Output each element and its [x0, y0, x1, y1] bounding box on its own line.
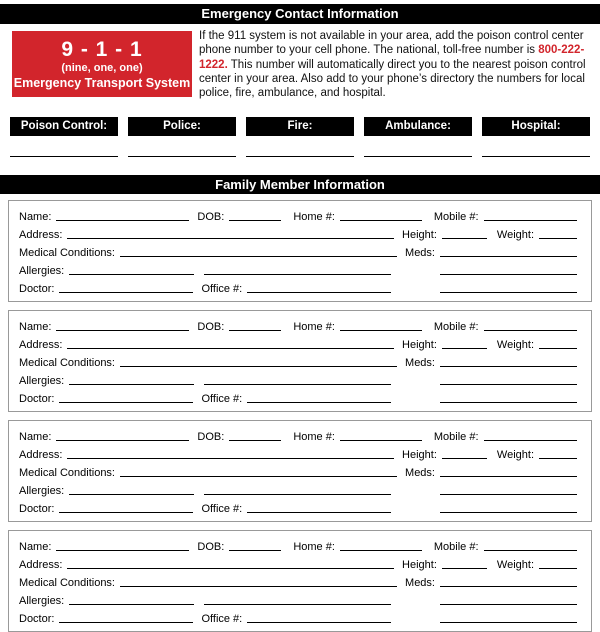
- height-label: Height:: [402, 449, 437, 462]
- emergency-intro-section: [12, 31, 590, 100]
- doctor-label: Doctor:: [19, 613, 55, 626]
- doctor-blank-line: [59, 511, 193, 513]
- medical-conditions-blank-line: [120, 255, 397, 257]
- family-row-address: [19, 554, 577, 572]
- address-blank-line: [67, 237, 394, 239]
- home-phone-label: Home #:: [293, 321, 335, 334]
- meds-continued-blank-line-2: [440, 621, 577, 623]
- name-label: Name:: [19, 321, 52, 334]
- weight-label: Weight:: [496, 339, 534, 352]
- meds-continued-blank-line-1: [440, 603, 577, 605]
- family-row-medical: [19, 352, 577, 370]
- nine-one-one-badge: [12, 31, 192, 97]
- family-row-name: [19, 426, 577, 444]
- height-label: Height:: [402, 339, 437, 352]
- note-text-before: If the 911 system is not available in your area, add the poison control center phone number to your cell phone. The national, toll-free number is: [199, 30, 584, 57]
- meds-continued-blank-line-2: [440, 401, 577, 403]
- home-phone-blank-line: [340, 329, 422, 331]
- address-blank-line: [67, 347, 394, 349]
- office-phone-blank-line: [247, 621, 391, 623]
- office-phone-blank-line: [247, 511, 391, 513]
- name-label: Name:: [19, 431, 52, 444]
- family-row-doctor: [19, 278, 577, 296]
- meds-blank-line: [440, 585, 577, 587]
- nine-one-one-number: 9 - 1 - 1: [61, 37, 143, 61]
- name-label: Name:: [19, 211, 52, 224]
- doctor-label: Doctor:: [19, 283, 55, 296]
- weight-blank-line: [539, 237, 577, 239]
- weight-label: Weight:: [496, 449, 534, 462]
- height-blank-line: [442, 237, 487, 239]
- mobile-phone-label: Mobile #:: [433, 431, 479, 444]
- contact-blank-line-hospital: [482, 155, 590, 157]
- family-header-title: Family Member Information: [215, 177, 385, 193]
- emergency-form-page: [0, 4, 600, 627]
- allergies-continued-blank-line: [204, 273, 391, 275]
- family-row-medical: [19, 242, 577, 260]
- office-phone-label: Office #:: [201, 283, 243, 296]
- contact-label-police: Police:: [128, 117, 236, 136]
- contact-blank-line-ambulance: [364, 155, 472, 157]
- home-phone-label: Home #:: [293, 541, 335, 554]
- office-phone-label: Office #:: [201, 613, 243, 626]
- allergies-continued-blank-line: [204, 493, 391, 495]
- family-row-address: [19, 444, 577, 462]
- weight-blank-line: [539, 567, 577, 569]
- family-row-allergies: [19, 260, 577, 278]
- doctor-blank-line: [59, 401, 193, 403]
- contact-labels-row: [10, 117, 590, 136]
- medical-conditions-label: Medical Conditions:: [19, 357, 115, 370]
- medical-conditions-label: Medical Conditions:: [19, 247, 115, 260]
- family-member-box: [8, 420, 592, 522]
- address-label: Address:: [19, 559, 63, 572]
- home-phone-label: Home #:: [293, 211, 335, 224]
- mobile-phone-blank-line: [484, 329, 577, 331]
- address-label: Address:: [19, 229, 63, 242]
- height-label: Height:: [402, 229, 437, 242]
- dob-blank-line: [229, 439, 281, 441]
- dob-blank-line: [229, 329, 281, 331]
- mobile-phone-blank-line: [484, 219, 577, 221]
- name-label: Name:: [19, 541, 52, 554]
- contact-label-poison-control: Poison Control:: [10, 117, 118, 136]
- family-row-address: [19, 224, 577, 242]
- home-phone-label: Home #:: [293, 431, 335, 444]
- address-label: Address:: [19, 339, 63, 352]
- contact-blank-line-fire: [246, 155, 354, 157]
- nine-one-one-words: (nine, one, one): [61, 61, 143, 74]
- mobile-phone-blank-line: [484, 439, 577, 441]
- dob-label: DOB:: [197, 431, 225, 444]
- mobile-phone-blank-line: [484, 549, 577, 551]
- doctor-label: Doctor:: [19, 503, 55, 516]
- contact-blank-lines-row: [10, 155, 590, 157]
- meds-label: Meds:: [405, 247, 435, 260]
- allergies-label: Allergies:: [19, 485, 65, 498]
- name-blank-line: [56, 549, 189, 551]
- allergies-continued-blank-line: [204, 603, 391, 605]
- note-text-after: This number will automatically direct you to the nearest poison control center in your area. Also add to your phone’s directory the numbers for local police, fire, ambulance, and hospital.: [199, 58, 586, 100]
- meds-continued-blank-line-1: [440, 383, 577, 385]
- medical-conditions-blank-line: [120, 475, 397, 477]
- family-row-name: [19, 316, 577, 334]
- allergies-label: Allergies:: [19, 595, 65, 608]
- office-phone-label: Office #:: [201, 393, 243, 406]
- family-member-box: [8, 200, 592, 302]
- doctor-blank-line: [59, 291, 193, 293]
- emergency-header-bar: [0, 4, 600, 24]
- allergies-blank-line: [69, 273, 194, 275]
- mobile-phone-label: Mobile #:: [433, 211, 479, 224]
- office-phone-blank-line: [247, 291, 391, 293]
- family-row-doctor: [19, 498, 577, 516]
- office-phone-label: Office #:: [201, 503, 243, 516]
- home-phone-blank-line: [340, 549, 422, 551]
- poison-control-note: [199, 29, 590, 100]
- allergies-blank-line: [69, 493, 194, 495]
- office-phone-blank-line: [247, 401, 391, 403]
- dob-blank-line: [229, 219, 281, 221]
- family-row-name: [19, 536, 577, 554]
- contact-label-fire: Fire:: [246, 117, 354, 136]
- medical-conditions-blank-line: [120, 585, 397, 587]
- mobile-phone-label: Mobile #:: [433, 541, 479, 554]
- allergies-blank-line: [69, 383, 194, 385]
- family-row-medical: [19, 572, 577, 590]
- family-row-name: [19, 206, 577, 224]
- medical-conditions-label: Medical Conditions:: [19, 577, 115, 590]
- meds-blank-line: [440, 475, 577, 477]
- medical-conditions-label: Medical Conditions:: [19, 467, 115, 480]
- meds-continued-blank-line-1: [440, 273, 577, 275]
- height-label: Height:: [402, 559, 437, 572]
- meds-continued-blank-line-2: [440, 291, 577, 293]
- family-member-box: [8, 310, 592, 412]
- height-blank-line: [442, 457, 487, 459]
- family-row-doctor: [19, 608, 577, 626]
- meds-label: Meds:: [405, 577, 435, 590]
- weight-label: Weight:: [496, 229, 534, 242]
- family-row-medical: [19, 462, 577, 480]
- allergies-label: Allergies:: [19, 265, 65, 278]
- name-blank-line: [56, 439, 189, 441]
- mobile-phone-label: Mobile #:: [433, 321, 479, 334]
- family-row-allergies: [19, 370, 577, 388]
- dob-label: DOB:: [197, 541, 225, 554]
- allergies-continued-blank-line: [204, 383, 391, 385]
- home-phone-blank-line: [340, 439, 422, 441]
- meds-blank-line: [440, 255, 577, 257]
- medical-conditions-blank-line: [120, 365, 397, 367]
- doctor-blank-line: [59, 621, 193, 623]
- contact-label-ambulance: Ambulance:: [364, 117, 472, 136]
- contact-label-hospital: Hospital:: [482, 117, 590, 136]
- family-header-bar: [0, 175, 600, 194]
- allergies-label: Allergies:: [19, 375, 65, 388]
- contact-blank-line-police: [128, 155, 236, 157]
- poison-control-phone-number: 800-222-1222.: [199, 44, 585, 71]
- nine-one-one-subtitle: Emergency Transport System: [13, 75, 191, 90]
- dob-label: DOB:: [197, 211, 225, 224]
- height-blank-line: [442, 567, 487, 569]
- meds-continued-blank-line-2: [440, 511, 577, 513]
- meds-blank-line: [440, 365, 577, 367]
- weight-blank-line: [539, 347, 577, 349]
- family-row-address: [19, 334, 577, 352]
- height-blank-line: [442, 347, 487, 349]
- address-blank-line: [67, 457, 394, 459]
- allergies-blank-line: [69, 603, 194, 605]
- family-boxes: [8, 200, 592, 632]
- meds-label: Meds:: [405, 357, 435, 370]
- name-blank-line: [56, 329, 189, 331]
- dob-blank-line: [229, 549, 281, 551]
- dob-label: DOB:: [197, 321, 225, 334]
- address-blank-line: [67, 567, 394, 569]
- contact-blank-line-poison-control: [10, 155, 118, 157]
- doctor-label: Doctor:: [19, 393, 55, 406]
- emergency-header-title: Emergency Contact Information: [201, 6, 399, 21]
- weight-blank-line: [539, 457, 577, 459]
- meds-continued-blank-line-1: [440, 493, 577, 495]
- home-phone-blank-line: [340, 219, 422, 221]
- family-row-allergies: [19, 590, 577, 608]
- weight-label: Weight:: [496, 559, 534, 572]
- name-blank-line: [56, 219, 189, 221]
- meds-label: Meds:: [405, 467, 435, 480]
- address-label: Address:: [19, 449, 63, 462]
- family-row-doctor: [19, 388, 577, 406]
- family-member-box: [8, 530, 592, 632]
- family-row-allergies: [19, 480, 577, 498]
